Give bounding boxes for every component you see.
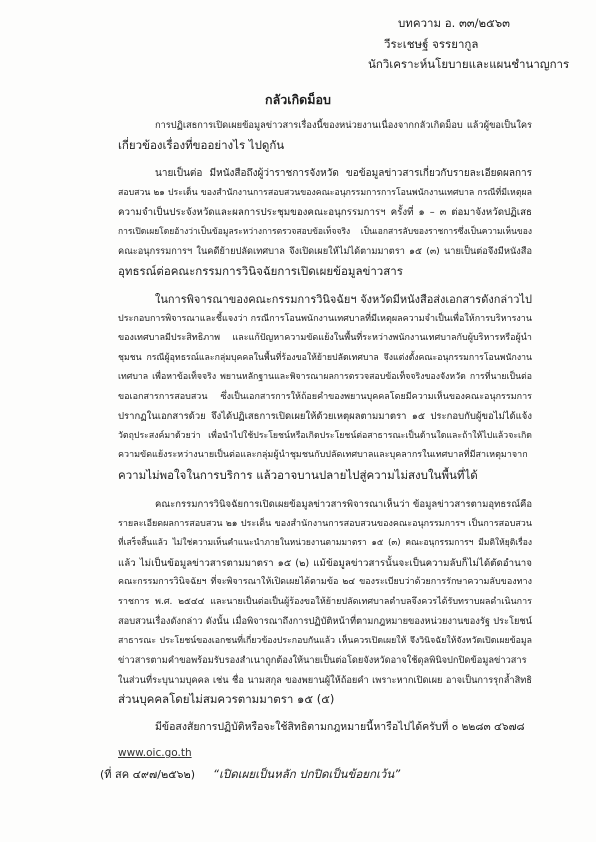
text-line: สาธารณะ ประโยชน์ของเอกชนที่เกี่ยวข้องประกอบกันแล้ว เห็นควรเปิดเผยให้ จึงวินิจฉัยให้จังหวัดเปิดเผยข้อมูล	[118, 635, 532, 646]
text-line: ชุมชน กรณีผู้อุทธรณ์และกลุ่มบุคคลในพื้นที่ร้องขอให้ย้ายปลัดเทศบาล จึงแต่งตั้งคณะอนุกรรมการโอนพนักงาน	[118, 352, 532, 363]
author-name: วีระเชษฐ์ จรรยากูล	[384, 37, 479, 51]
text-line: ของเทศบาลมีประสิทธิภาพ และแก้ปัญหาความขัดแย้งในพื้นที่ระหว่างพนักงานเทศบาลกับผู้บริหารหรือผู้นำ	[118, 333, 532, 343]
text-line: ขอเอกสารการสอบสวน ซึ่งเป็นเอกสารการให้ถ้อยคำของพยานบุคคลโดยมีความเห็นของคณะอนุกรรมการ	[118, 391, 532, 402]
paragraph-committee-decision	[118, 495, 532, 710]
text-line: ข่าวสารตามคำขอพร้อมรับรองสำเนาถูกต้องให้นายเป็นต่อโดยจังหวัดอาจใช้ดุลพินิจปกปิดข้อมูลข่าวสาร	[118, 655, 527, 666]
paragraph-intro	[118, 116, 532, 155]
slogan: “เปิดเผยเป็นหลัก ปกปิดเป็นข้อยกเว้น”	[213, 767, 401, 781]
text-line: ในการพิจารณาของคณะกรรมการวินิจฉัยฯ จังหวัดมีหนังสือส่งเอกสารดังกล่าวไป	[155, 293, 532, 306]
text-line: ความไม่พอใจในการบริการ แล้วอาจบานปลายไปสู่ความไม่สงบในพื้นที่ได้	[118, 467, 478, 482]
text-line: มีข้อสงสัยการปฏิบัติหรือจะใช้สิทธิตามกฎหมายนี้หารือไปได้ครับที่ ๐ ๒๒๘๓ ๔๖๗๘	[155, 721, 525, 733]
text-line: การเปิดเผยโดยอ้างว่าเป็นข้อมูลระหว่างการตรวจสอบข้อเท็จจริง เป็นเอกสารลับของราชการซึ่งเป็นความเห็นของ	[118, 226, 532, 237]
text-line: ประกอบการพิจารณาและชี้แจงว่า กรณีการโอนพนักงานเทศบาลที่มีเหตุผลความจำเป็นเพื่อให้การบริหารงาน	[118, 313, 532, 324]
text-line: รายละเอียดผลการสอบสวน ๒๑ ประเด็น ของสำนักงานการสอบสวนของคณะอนุกรรมการฯ เป็นการสอบสวน	[118, 518, 532, 529]
text-line: คณะกรรมการวินิจฉัยฯ ที่จะพิจารณาให้เปิดเผยได้ตามข้อ ๒๔ ของระเบียบว่าด้วยการรักษาความลับของทาง	[118, 577, 532, 587]
text-line: เกี่ยวข้องเรื่องที่ขออย่างไร ไปดูกัน	[118, 137, 285, 152]
author-position: นักวิเคราะห์นโยบายและแผนชำนาญการ	[368, 57, 570, 71]
website-url: www.oic.go.th	[118, 747, 192, 759]
text-line: สอบสวน ๒๑ ประเด็น ของสำนักงานการสอบสวนของคณะอนุกรรมการการโอนพนักงานเทศบาล กรณีที่มีเหตุผล	[118, 187, 532, 198]
text-line: สอบสวนเรื่องดังกล่าว ดังนั้น เมื่อพิจารณาถึงการปฏิบัติหน้าที่ตามกฎหมายของหน่วยงานของรัฐ ประโยชน์	[118, 616, 532, 627]
article-number: บทความ อ. ๓๓/๒๕๖๓	[398, 16, 510, 30]
text-line: เทศบาล เพื่อหาข้อเท็จจริง พยานหลักฐานและพิจารณาผลการตรวจสอบข้อเท็จจริงของจังหวัด การที่นายเป็นต่อ	[118, 372, 532, 382]
text-line: ส่วนบุคคลโดยไม่สมควรตามมาตรา ๑๕ (๕)	[118, 692, 335, 706]
text-line: ปรากฏในเอกสารด้วย จึงได้ปฏิเสธการเปิดเผยให้ด้วยเหตุผลตามมาตรา ๑๕ ประกอบกับผู้ขอไม่ได้แจ้ง	[118, 411, 532, 422]
text-line: นายเป็นต่อ มีหนังสือถึงผู้ว่าราชการจังหวัด ขอข้อมูลข่าวสารเกี่ยวกับรายละเอียดผลการ	[155, 168, 532, 179]
document-title: กลัวเกิดม็อบ	[265, 92, 331, 107]
text-line: ความขัดแย้งระหว่างนายเป็นต่อและกลุ่มผู้นำชุมชนกับปลัดเทศบาลและบุคลากรในเทศบาลที่มีสาเหตุมาจาก	[118, 450, 528, 460]
text-line: คณะอนุกรรมการฯ ในคดีย้ายปลัดเทศบาล จึงเปิดเผยให้ไม่ได้ตามมาตรา ๑๕ (๓) นายเป็นต่อจึงมีหนังสือ	[118, 246, 532, 257]
paragraph-request	[118, 164, 532, 281]
reference-number: (ที่ สค ๔๙๗/๒๕๖๒)	[100, 768, 196, 781]
paragraph-contact	[118, 718, 532, 738]
text-line: ในส่วนที่ระบุนามบุคคล เช่น ชื่อ นามสกุล ของพยานผู้ให้ถ้อยคำ เพราะหากเปิดเผย อาจเป็นการรุกล้ำสิทธิ	[118, 674, 532, 686]
paragraph-agency-reason	[118, 290, 532, 485]
text-line: ราชการ พ.ศ. ๒๕๔๔ และนายเป็นต่อเป็นผู้ร้องขอให้ย้ายปลัดเทศบาลตำบลจึงควรได้รับทราบผลดำเนินการ	[118, 596, 532, 607]
text-line: วัตถุประสงค์มาด้วยว่า เพื่อนำไปใช้ประโยชน์หรือเกิดประโยชน์ต่อสาธารณะเป็นด้านใดและถ้าให้ไปแล้วจะเกิด	[118, 430, 532, 441]
text-line: ความจำเป็นประจังหวัดและผลการประชุมของคณะอนุกรรมการฯ ครั้งที่ ๑ – ๓ ต่อมาจังหวัดปฏิเสธ	[118, 207, 532, 218]
text-line: ที่เสร็จสิ้นแล้ว ไม่ใช่ความเห็นคำแนะนำภายในหน่วยงานตามมาตรา ๑๕ (๓) คณะอนุกรรมการฯ มีมติให้ยุติเรื่อง	[118, 538, 532, 548]
text-line: คณะกรรมการวินิจฉัยการเปิดเผยข้อมูลข่าวสารพิจารณาเห็นว่า ข้อมูลข่าวสารตามอุทธรณ์คือ	[155, 499, 532, 510]
text-line: แล้ว ไม่เป็นข้อมูลข่าวสารตามมาตรา ๑๕ (๒) แม้ข้อมูลข่าวสารนั้นจะเป็นความลับก็ไม่ได้ตัดอำนาจ	[118, 557, 532, 569]
text-line: อุทธรณ์ต่อคณะกรรมการวินิจฉัยการเปิดเผยข้อมูลข่าวสาร	[118, 263, 403, 278]
text-line: การปฏิเสธการเปิดเผยข้อมูลข่าวสารเรื่องนี้ของหน่วยงานเนื่องจากกลัวเกิดม็อบ แล้วผู้ขอเป็นใคร	[155, 120, 532, 131]
